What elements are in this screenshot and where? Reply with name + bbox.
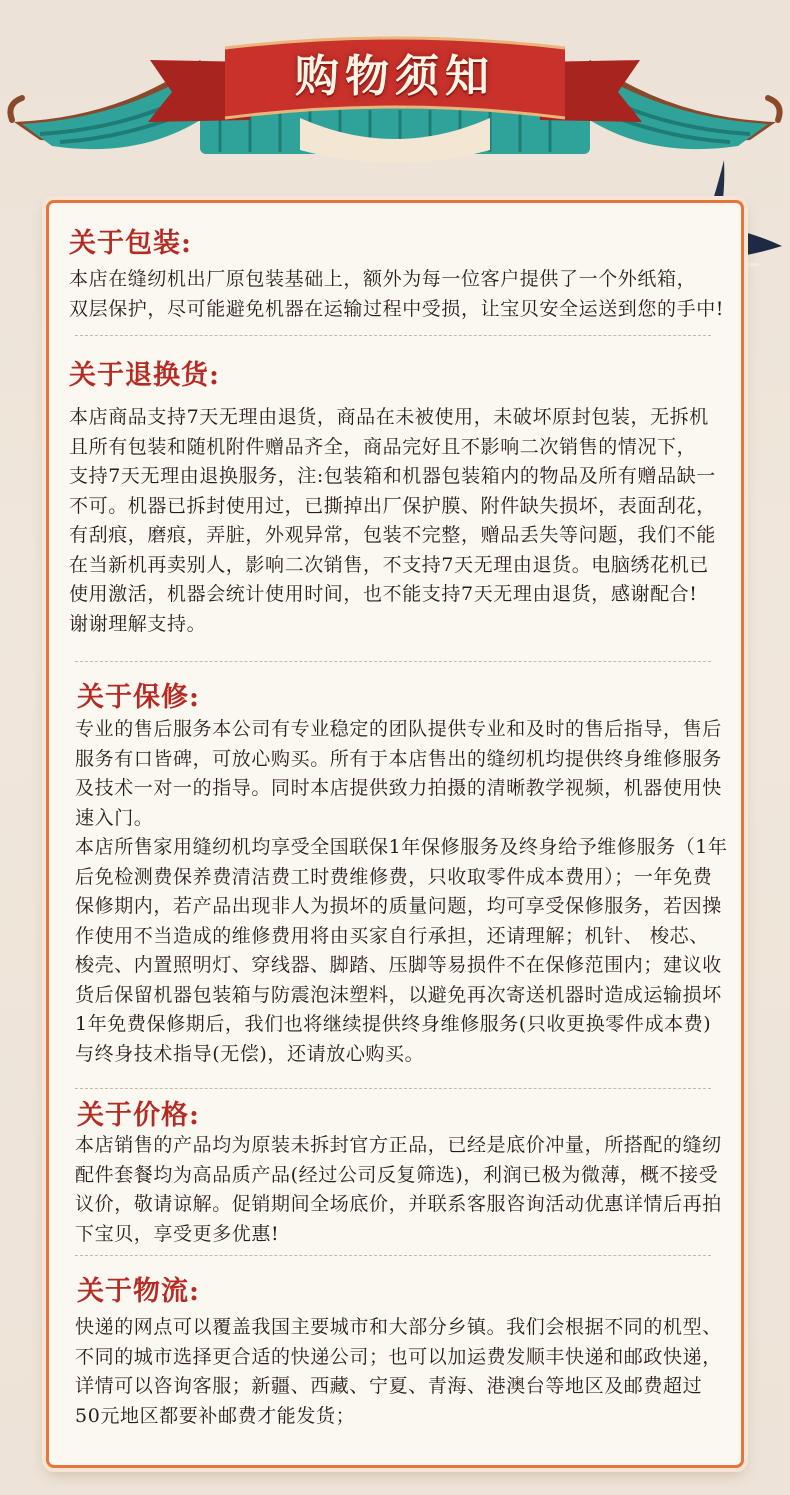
- section-divider: [75, 1255, 711, 1256]
- notice-card: [46, 200, 744, 1468]
- section-body: 本店商品支持7天无理由退货，商品在未被使用，未破坏原封包装，无拆机 且所有包装和随机附件赠品齐全，商品完好且不影响二次销售的情况下， 支持7天无理由退换服务，注:包装箱和机器包装箱内的物品及所有赠品缺一 不可。机器已拆封使用过，已撕掉出厂保护膜、附件缺失损坏，表面刮花， 有刮痕，磨痕，弄脏，外观异常，包装不完整，赠品丢失等问题，我们不能 在当新机再卖别人，影响二次销售，不支持7天无理由退货。电脑绣花机已 使用激活，机器会统计使用时间，也不能支持7天无理由退货，感谢配合! 谢谢理解支持。: [69, 406, 716, 635]
- section-divider: [75, 661, 711, 662]
- section-heading: 关于保修:: [77, 682, 200, 713]
- section-heading: 关于包装:: [69, 228, 192, 259]
- section-divider: [75, 1088, 711, 1089]
- section-divider: [75, 335, 711, 336]
- section-body: 快递的网点可以覆盖我国主要城市和大部分乡镇。我们会根据不同的机型、 不同的城市选择更合适的快递公司；也可以加运费发顺丰快递和邮政快递， 详情可以咨询客服；新疆、西藏、宁夏、青海、港澳台等地区及邮费超过 50元地区都要补邮费才能发货；: [75, 1316, 722, 1427]
- section-heading: 关于物流:: [77, 1276, 200, 1307]
- section-heading: 关于价格:: [77, 1100, 200, 1131]
- section-body: 本店在缝纫机出厂原包装基础上，额外为每一位客户提供了一个外纸箱， 双层保护，尽可能避免机器在运输过程中受损，让宝贝安全运送到您的手中!: [69, 268, 725, 320]
- section-body: 本店销售的产品均为原装未拆封官方正品，已经是底价冲量，所搭配的缝纫 配件套餐均为高品质产品(经过公司反复筛选)，利润已极为微薄，概不接受 议价，敬请谅解。促销期间全场底价，并联系客服咨询活动优惠详情后再拍 下宝贝，享受更多优惠!: [75, 1134, 722, 1245]
- page-title: 购物须知: [295, 51, 495, 102]
- section-body: 专业的售后服务本公司有专业稳定的团队提供专业和及时的售后指导，售后 服务有口皆碑，可放心购买。所有于本店售出的缝纫机均提供终身维修服务 及技术一对一的指导。同时本店提供致力拍摄的清晰教学视频，机器使用快 速入门。 本店所售家用缝纫机均享受全国联保1年保修服务及终身给予维修服务（1年 后免检测费保养费清洁费工时费维修费，只收取零件成本费用）；一年免费 保修期内，若产品出现非人为损坏的质量问题，均可享受保修服务，若因操 作使用不当造成的维修费用将由买家自行承担，还请理解；机针、 梭芯、 梭壳、内置照明灯、穿线器、脚踏、压脚等易损件不在保修范围内；建议收 货后保留机器包装箱与防震泡沫塑料，以避免再次寄送机器时造成运输损坏 1年免费保修期后，我们也将继续提供终身维修服务(只收更换零件成本费) 与终身技术指导(无偿)，还请放心购买。: [75, 718, 728, 1065]
- section-heading: 关于退换货:: [69, 360, 220, 391]
